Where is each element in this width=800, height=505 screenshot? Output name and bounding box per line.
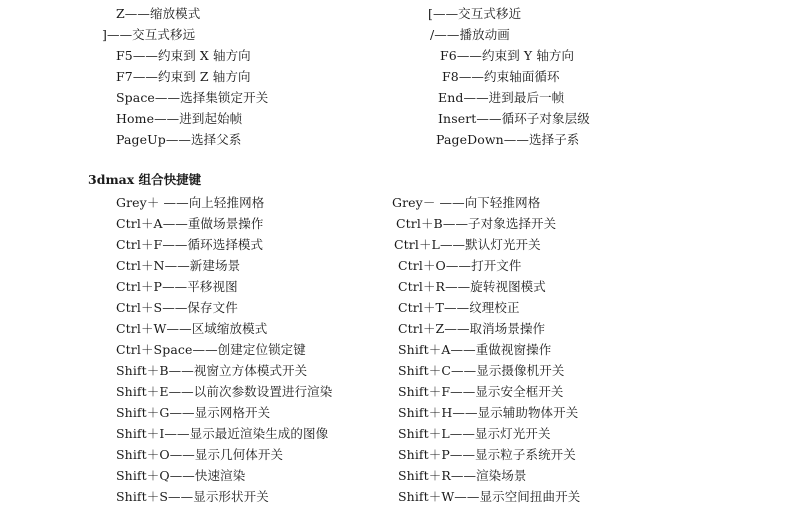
shortcut-entry: Shift＋S——显示形状开关 [116, 489, 269, 504]
shortcut-entry: Ctrl＋Z——取消场景操作 [398, 321, 546, 336]
shortcut-entry: F5——约束到 X 轴方向 [116, 48, 251, 63]
shortcut-entry: PageDown——选择子系 [436, 132, 580, 147]
shortcut-entry: Shift＋O——显示几何体开关 [116, 447, 284, 462]
shortcut-entry: Ctrl＋T——纹理校正 [398, 300, 520, 315]
shortcut-entry: Ctrl＋L——默认灯光开关 [394, 237, 541, 252]
section-title: 3dmax 组合快捷键 [88, 172, 202, 187]
shortcut-entry: Shift＋I——显示最近渲染生成的图像 [116, 426, 329, 441]
shortcut-entry: F6——约束到 Y 轴方向 [440, 48, 575, 63]
shortcut-entry: PageUp——选择父系 [116, 132, 242, 147]
shortcut-entry: Shift＋E——以前次参数设置进行渲染 [116, 384, 333, 399]
shortcut-entry: F8——约束轴面循环 [442, 69, 560, 84]
shortcut-entry: Home——进到起始帧 [116, 111, 243, 126]
shortcut-entry: Ctrl＋P——平移视图 [116, 279, 238, 294]
shortcut-entry: Shift＋Q——快速渲染 [116, 468, 246, 483]
shortcut-entry: [——交互式移近 [428, 6, 522, 21]
shortcut-entry: Ctrl＋N——新建场景 [116, 258, 241, 273]
shortcut-entry: End——进到最后一帧 [438, 90, 565, 105]
shortcut-entry: Shift＋C——显示摄像机开关 [398, 363, 565, 378]
shortcut-entry: Ctrl＋Space——创建定位锁定键 [116, 342, 306, 357]
shortcut-entry: Shift＋L——显示灯光开关 [398, 426, 551, 441]
shortcut-entry: Shift＋G——显示网格开关 [116, 405, 271, 420]
shortcut-entry: Space——选择集锁定开关 [116, 90, 269, 105]
shortcut-entry: Shift＋P——显示粒子系统开关 [398, 447, 576, 462]
shortcut-entry: Ctrl＋O——打开文件 [398, 258, 522, 273]
shortcut-entry: Grey－ ——向下轻推网格 [392, 195, 541, 210]
shortcut-entry: Grey＋ ——向上轻推网格 [116, 195, 265, 210]
shortcut-entry: Ctrl＋S——保存文件 [116, 300, 238, 315]
shortcut-entry: Shift＋R——渲染场景 [398, 468, 527, 483]
shortcut-entry: Shift＋H——显示辅助物体开关 [398, 405, 579, 420]
shortcut-entry: /——播放动画 [430, 27, 510, 42]
shortcut-entry: Shift＋A——重做视窗操作 [398, 342, 552, 357]
shortcut-entry: Shift＋B——视窗立方体模式开关 [116, 363, 308, 378]
shortcut-entry: Ctrl＋R——旋转视图模式 [398, 279, 546, 294]
shortcut-entry: Z——缩放模式 [116, 6, 201, 21]
shortcut-entry: ]——交互式移远 [102, 27, 196, 42]
shortcut-entry: Shift＋F——显示安全框开关 [398, 384, 564, 399]
shortcut-entry: Ctrl＋W——区域缩放模式 [116, 321, 268, 336]
shortcut-entry: Shift＋W——显示空间扭曲开关 [398, 489, 581, 504]
shortcut-entry: Ctrl＋F——循环选择模式 [116, 237, 264, 252]
shortcut-entry: F7——约束到 Z 轴方向 [116, 69, 251, 84]
shortcut-entry: Ctrl＋A——重做场景操作 [116, 216, 264, 231]
shortcut-entry: Insert——循环子对象层级 [438, 111, 590, 126]
shortcut-entry: Ctrl＋B——子对象选择开关 [396, 216, 557, 231]
